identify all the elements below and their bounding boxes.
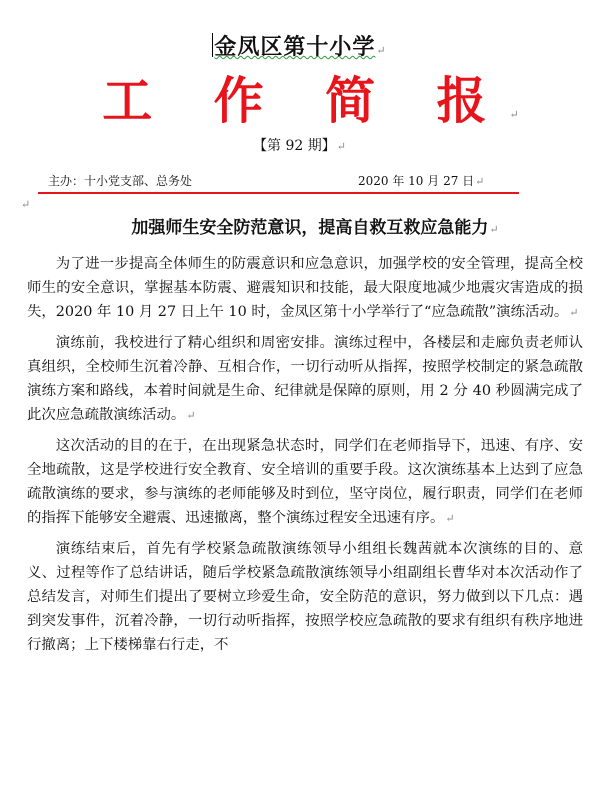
paragraph-mark-icon: ↵	[445, 512, 455, 525]
school-name-line	[0, 30, 599, 61]
paragraph-mark-icon: ↵	[569, 306, 579, 319]
article-paragraph-1	[27, 252, 583, 325]
paragraph-text: 演练前，我校进行了精心组织和周密安排。演练过程中，各楼层和走廊负责老师认真组织，全校师生沉着冷静、互相合作，一切行动听从指挥，按照学校制定的紧急疏散演练方案和路线，本着时间就是生命、纪律就是保障的原则，用 2 分 40 秒圆满完成了此次应急疏散演练活动。	[27, 335, 583, 423]
paragraph-text: 这次活动的目的在于，在出现紧急状态时，同学们在老师指导下，迅速、有序、安全地疏散，这是学校进行安全教育、安全培训的重要手段。这次演练基本上达到了应急疏散演练的要求，参与演练的老师能够及时到位，坚守岗位，履行职责，同学们在老师的指挥下能够安全避震、迅速撤离，整个演练过程安全迅速有序。	[27, 438, 583, 526]
article-paragraph-4	[27, 537, 583, 657]
article-headline-text: 加强师生安全防范意识，提高自救互救应急能力	[131, 218, 489, 238]
issue-number[interactable]	[0, 135, 599, 155]
article-headline[interactable]	[0, 213, 599, 238]
article-paragraph-2	[27, 331, 583, 428]
issue-date	[358, 172, 484, 189]
paragraph-mark-icon: ↵	[376, 44, 387, 57]
school-name[interactable]: 金凤区第十小学	[214, 34, 376, 60]
paragraph-mark-icon: ↵	[186, 409, 196, 422]
paragraph-mark-icon: ↵	[475, 175, 485, 188]
issue-date-text: 2020 年 10 月 27 日	[358, 174, 475, 188]
paragraph-mark-icon: ↵	[509, 108, 519, 121]
paragraph-text: 为了进一步提高全体师生的防震意识和应急意识，加强学校的安全管理，提高全校师生的安全意识，掌握基本防震、避震知识和技能，最大限度地减少地震灾害造成的损失，2020 年 10 月 27 日上午 10 时，金凤区第十小学举行了“应急疏散”演练活动。	[27, 256, 583, 320]
red-divider-rule	[38, 192, 519, 194]
article-body[interactable]	[27, 252, 583, 663]
paragraph-mark-icon: ↵	[489, 223, 499, 236]
paragraph-mark-icon: ↵	[21, 198, 31, 211]
paragraph-mark-icon: ↵	[336, 140, 346, 153]
sponsor-text: 主办：十小党支部、总务处	[48, 174, 193, 188]
paragraph-text: 演练结束后，首先有学校紧急疏散演练领导小组组长魏茜就本次演练的目的、意义、过程等作了总结讲话，随后学校紧急疏散演练领导小组副组长曹华对本次活动作了总结发言，对师生们提出了要树立珍爱生命，安全防范的意识，努力做到以下几点：遇到突发事件，沉着冷静，一切行动听指挥，按照学校应急疏散的要求有组织有秩序地进行撤离；上下楼梯靠右行走，不	[27, 541, 583, 653]
article-paragraph-3	[27, 434, 583, 531]
masthead-title-text: 工 作 简 报	[102, 71, 509, 130]
issue-label: 【第 92 期】	[253, 138, 336, 154]
